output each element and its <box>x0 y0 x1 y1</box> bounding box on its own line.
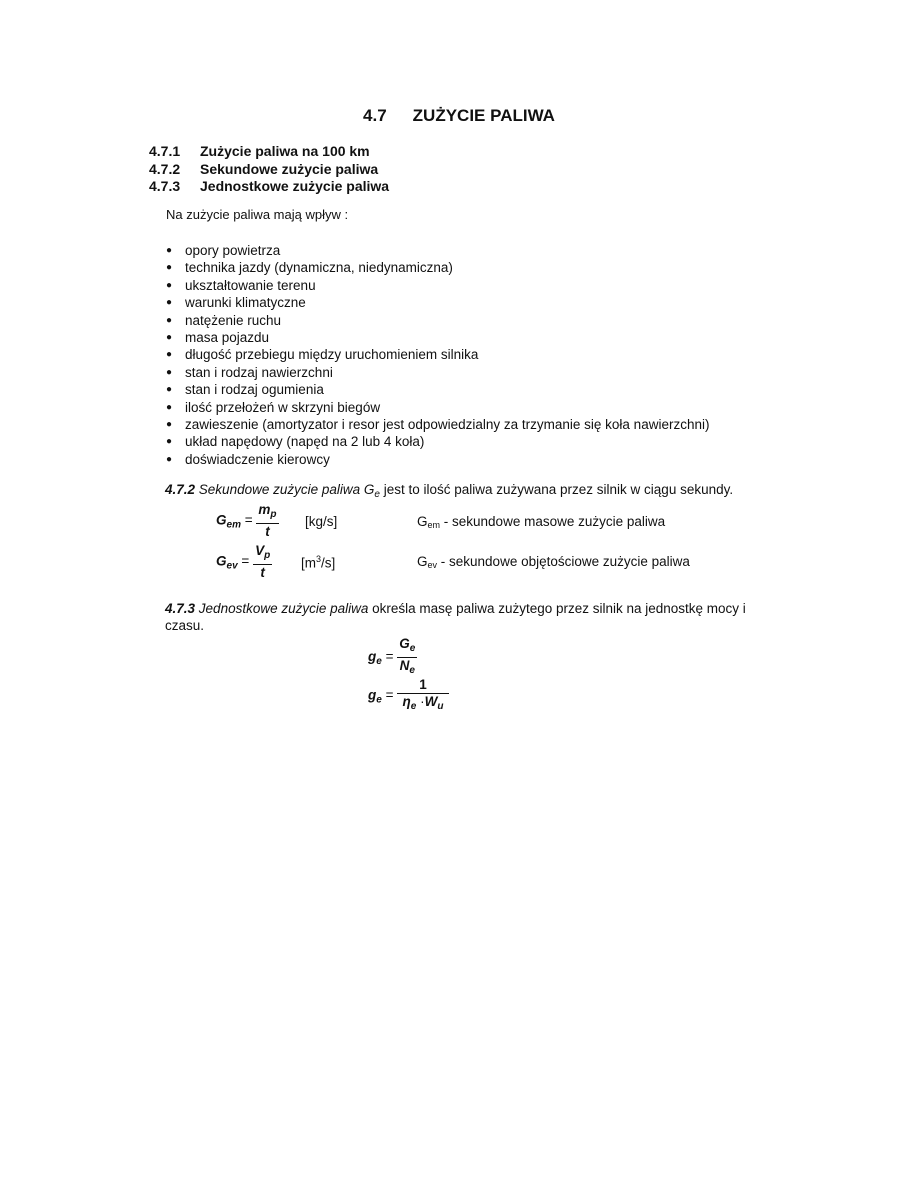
list-item: ● zawieszenie (amortyzator i resor jest odpowiedzialny za trzymanie się koła nawierzchni) <box>166 417 710 433</box>
list-item: ● ilość przełożeń w skrzyni biegów <box>166 399 381 415</box>
bullet-icon: ● <box>166 401 173 413</box>
list-item: ● technika jazdy (dynamiczna, niedynamiczna) <box>166 260 453 276</box>
toc-text: Sekundowe zużycie paliwa <box>200 160 379 177</box>
fraction: $\frac{m_p}{t}$ <box>258 502 277 539</box>
list-item: ● długość przebiegu między uruchomieniem silnika <box>166 347 479 363</box>
formula-description: Gem - sekundowe masowe zużycie paliwa <box>417 514 666 530</box>
bullet-icon: ● <box>166 262 173 274</box>
section-473-heading <box>165 600 746 634</box>
term: Jednostkowe zużycie paliwa <box>198 601 369 616</box>
toc-item <box>149 178 389 196</box>
bullet-icon: ● <box>166 314 173 326</box>
list-item: ● układ napędowy (napęd na 2 lub 4 koła) <box>166 434 425 450</box>
bullet-icon: ● <box>166 279 173 291</box>
bullet-icon: ● <box>166 366 173 378</box>
list-item: ● opory powietrza <box>166 243 281 258</box>
definition-text: jest to ilość paliwa zużywana przez silnik w ciągu sekundy. <box>379 482 734 497</box>
formula-ge-2: $g_e$ = $\frac{1}{\eta_e \cdot W_u}$ <box>368 677 449 715</box>
bullet-icon: ● <box>166 332 173 344</box>
bullet-icon: ● <box>166 436 173 448</box>
toc-number: 4.7.2 <box>149 160 181 177</box>
formula-description: Gev - sekundowe objętościowe zużycie paliwa <box>417 554 690 570</box>
intro-text: Na zużycie paliwa mają wpływ : <box>166 207 349 222</box>
list-item: ● natężenie ruchu <box>166 312 282 328</box>
list-item: ● ukształtowanie terenu <box>166 277 316 293</box>
table-of-contents <box>149 143 389 196</box>
bullet-icon: ● <box>166 297 173 309</box>
formula-gem: $G_{em}$ = $\frac{m_p}{t}$ <box>216 502 277 539</box>
list-item: ● doświadczenie kierowcy <box>166 451 330 467</box>
definition-text: czasu. <box>165 618 205 633</box>
page-title <box>0 106 918 126</box>
definition-text: określa masę paliwa zużytego przez silnik na jednostkę mocy i <box>368 601 746 616</box>
toc-text: Zużycie paliwa na 100 km <box>200 143 370 159</box>
toc-item <box>149 161 389 179</box>
bullet-icon: ● <box>166 419 173 431</box>
list-item: ● stan i rodzaj ogumienia <box>166 382 324 398</box>
section-number: 4.7 <box>363 106 387 125</box>
bullet-icon: ● <box>166 349 173 361</box>
list-item: ● warunki klimatyczne <box>166 295 306 311</box>
toc-number: 4.7.1 <box>149 143 181 159</box>
formula-ge-1: $g_e$ = $\frac{G_e}{N_e}$ <box>368 636 417 679</box>
toc-number: 4.7.3 <box>149 178 181 194</box>
bullet-icon: ● <box>166 384 173 396</box>
factors-list <box>166 242 709 468</box>
list-item: ● masa pojazdu <box>166 330 270 346</box>
fraction: $\frac{1}{\eta_e \cdot W_u}$ <box>397 677 449 715</box>
fraction: $\frac{G_e}{N_e}$ <box>399 636 416 676</box>
fraction: $\frac{V_p}{t}$ <box>255 543 271 580</box>
term: Sekundowe zużycie paliwa G <box>198 482 375 497</box>
section-title: ZUŻYCIE PALIWA <box>412 106 555 125</box>
section-472-heading: 4.7.2 Sekundowe zużycie paliwa $G_e$ jest to ilość paliwa zużywana przez silnik w ciągu sekundy. <box>165 482 734 500</box>
unit-label: [kg/s] <box>305 514 338 529</box>
section-number: 4.7.2 <box>165 482 196 497</box>
list-item: ● stan i rodzaj nawierzchni <box>166 364 333 380</box>
toc-text: Jednostkowe zużycie paliwa <box>200 178 390 194</box>
bullet-icon: ● <box>166 453 173 465</box>
bullet-icon: ● <box>166 245 173 256</box>
formula-gev: $G_{ev}$ = $\frac{V_p}{t}$ <box>216 543 271 580</box>
unit-label: $[m^3/s]$ <box>301 554 336 571</box>
toc-item <box>149 143 389 161</box>
section-number: 4.7.3 <box>165 601 196 616</box>
